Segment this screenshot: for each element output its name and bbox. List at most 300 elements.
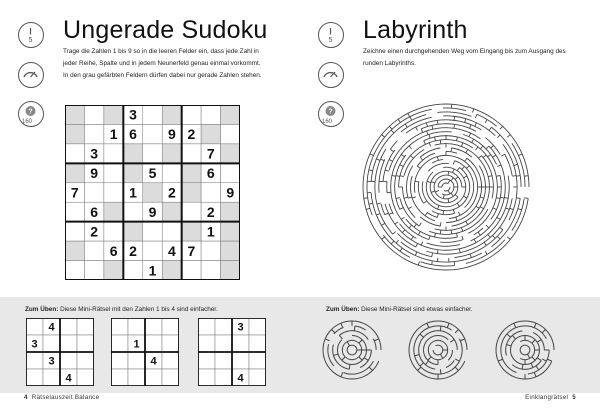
maze-wall xyxy=(443,167,454,169)
sudoku-cell[interactable] xyxy=(65,261,84,280)
sudoku-given-number: 2 xyxy=(187,126,196,143)
maze-wall xyxy=(435,190,439,192)
sudoku-cell[interactable] xyxy=(123,144,142,163)
maze-wall xyxy=(455,195,458,198)
mini-cell[interactable] xyxy=(198,335,215,352)
mini-cell[interactable] xyxy=(26,318,43,335)
maze-wall xyxy=(454,247,465,250)
mini-cell[interactable] xyxy=(215,352,232,369)
maze-wall xyxy=(373,361,379,370)
instruction-line: Trage die Zahlen 1 bis 9 so in die leeren Felder ein, dass jede Zahl in xyxy=(63,48,259,55)
mini-cell[interactable] xyxy=(162,335,179,352)
maze-wall xyxy=(479,156,482,159)
maze-wall xyxy=(460,121,471,124)
maze-wall xyxy=(402,230,405,233)
sudoku-cell[interactable] xyxy=(182,105,201,124)
maze-wall xyxy=(350,354,355,355)
maze-wall xyxy=(419,193,424,204)
sudoku-cell[interactable] xyxy=(143,241,162,260)
sudoku-given-number: 2 xyxy=(129,242,137,259)
maze-wall xyxy=(511,350,515,360)
maze-wall xyxy=(523,345,528,346)
practice-label-left xyxy=(25,306,218,313)
maze-wall xyxy=(433,350,435,354)
maze-wall xyxy=(374,339,378,341)
maze-wall xyxy=(450,187,454,194)
difficulty-number: 160 xyxy=(322,119,333,125)
sudoku-cell[interactable] xyxy=(123,163,142,182)
maze-wall xyxy=(517,220,522,230)
maze-wall xyxy=(454,169,462,176)
maze-wall xyxy=(457,145,467,149)
sudoku-cell[interactable] xyxy=(221,222,240,241)
mini-given-number: 3 xyxy=(48,355,55,368)
sudoku-cell[interactable] xyxy=(182,163,201,182)
sudoku-cell[interactable] xyxy=(201,261,220,280)
instruction-line: Zeichne einen durchgehenden Weg vom Eingang bis zum Ausgang des xyxy=(363,48,566,55)
sudoku-cell[interactable] xyxy=(104,222,123,241)
sudoku-cell[interactable] xyxy=(182,222,201,241)
maze-wall xyxy=(515,336,525,340)
maze-wall xyxy=(333,355,339,364)
sudoku-given-number: 7 xyxy=(70,184,79,201)
sudoku-cell[interactable] xyxy=(84,261,103,280)
maze-wall xyxy=(331,329,334,332)
mini-cell[interactable] xyxy=(162,369,179,386)
maze-wall xyxy=(503,126,511,134)
sudoku-cell[interactable] xyxy=(143,183,162,202)
maze-wall xyxy=(392,164,396,175)
maze-wall xyxy=(460,339,464,341)
maze-wall xyxy=(416,243,418,247)
maze-wall xyxy=(338,340,342,350)
sudoku-cell[interactable] xyxy=(182,144,201,163)
maze-wall xyxy=(469,133,471,137)
maze-wall xyxy=(520,176,521,187)
sudoku-given-number: 1 xyxy=(148,262,157,279)
maze-wall xyxy=(488,154,491,156)
sudoku-cell[interactable] xyxy=(182,183,201,202)
mini-cell[interactable] xyxy=(198,369,215,386)
maze-wall xyxy=(492,187,493,198)
sudoku-cell[interactable] xyxy=(201,183,220,202)
sudoku-cell[interactable] xyxy=(65,163,84,182)
sudoku-given-number: 6 xyxy=(206,165,215,182)
sudoku-given-number: 1 xyxy=(206,223,215,240)
mini-cell[interactable] xyxy=(111,335,128,352)
maze-wall xyxy=(392,199,396,210)
mini-given-number: 4 xyxy=(237,372,244,385)
maze-wall xyxy=(377,203,381,204)
maze-wall xyxy=(457,137,458,141)
sudoku-cell[interactable] xyxy=(221,105,240,124)
maze-wall xyxy=(455,329,458,332)
mini-cell[interactable] xyxy=(198,352,215,369)
maze-wall xyxy=(484,187,486,198)
maze-wall xyxy=(510,135,517,144)
mini-cell[interactable] xyxy=(128,369,145,386)
maze-wall xyxy=(363,187,364,198)
mini-sudoku-3 xyxy=(198,318,266,386)
maze-wall xyxy=(341,323,343,327)
mini-cell[interactable] xyxy=(111,352,128,369)
sudoku-cell[interactable] xyxy=(65,124,84,143)
footer-title: Rätselauszeit Balance xyxy=(31,394,100,401)
mini-cell[interactable] xyxy=(249,335,266,352)
sudoku-cell[interactable] xyxy=(221,163,240,182)
sudoku-cell[interactable] xyxy=(221,124,240,143)
maze-wall xyxy=(409,339,411,350)
mini-cell[interactable] xyxy=(145,335,162,352)
maze-wall xyxy=(389,204,393,214)
maze-wall xyxy=(515,360,525,364)
maze-wall xyxy=(366,208,370,209)
maze-wall xyxy=(484,198,488,208)
mini-given-number: 4 xyxy=(48,321,55,334)
mini-cell[interactable] xyxy=(215,335,232,352)
sudoku-cell[interactable] xyxy=(143,105,162,124)
mini-cell[interactable] xyxy=(128,318,145,335)
maze-wall xyxy=(453,210,454,214)
sudoku-cell[interactable] xyxy=(162,202,181,221)
sudoku-cell[interactable] xyxy=(201,105,220,124)
sudoku-cell[interactable] xyxy=(104,202,123,221)
maze-wall xyxy=(376,215,381,225)
maze-wall xyxy=(512,176,516,177)
maze-wall xyxy=(492,176,493,187)
sudoku-cell[interactable] xyxy=(104,261,123,280)
mini-cell[interactable] xyxy=(77,352,94,369)
maze-wall xyxy=(349,364,350,369)
maze-wall xyxy=(396,198,400,199)
sudoku-cell[interactable] xyxy=(104,163,123,182)
maze-wall xyxy=(369,170,373,171)
maze-wall xyxy=(460,159,469,166)
sudoku-cell[interactable] xyxy=(162,261,181,280)
maze-wall xyxy=(422,181,423,192)
maze-wall xyxy=(389,213,393,215)
maze-wall xyxy=(438,180,442,187)
sudoku-cell[interactable] xyxy=(162,105,181,124)
mini-cell[interactable] xyxy=(111,369,128,386)
maze-wall xyxy=(509,198,512,209)
maze-wall xyxy=(504,187,505,198)
maze-wall xyxy=(421,129,423,133)
maze-wall xyxy=(455,161,465,167)
mini-cell[interactable] xyxy=(60,318,77,335)
maze-wall xyxy=(403,187,404,198)
maze-wall xyxy=(480,146,483,149)
maze-wall xyxy=(371,170,373,181)
maze-wall xyxy=(466,149,468,152)
gauge-icon xyxy=(318,62,344,88)
sudoku-cell[interactable] xyxy=(201,124,220,143)
maze-wall xyxy=(396,198,400,209)
maze-wall xyxy=(368,350,371,360)
maze-wall xyxy=(457,137,468,141)
maze-wall xyxy=(393,232,396,235)
footer-right xyxy=(525,394,576,401)
maze-wall xyxy=(331,371,340,377)
maze-wall xyxy=(455,108,466,110)
maze-wall xyxy=(457,233,458,237)
mini-cell[interactable] xyxy=(145,318,162,335)
mini-given-number: 4 xyxy=(65,372,72,385)
maze-wall xyxy=(381,223,384,225)
footer-left xyxy=(24,394,99,401)
maze-wall xyxy=(510,230,517,239)
difficulty-number: 160 xyxy=(22,119,33,125)
mini-cell[interactable] xyxy=(43,335,60,352)
maze-wall xyxy=(522,199,525,210)
mini-cell[interactable] xyxy=(43,369,60,386)
maze-wall xyxy=(513,210,517,221)
maze-wall xyxy=(475,187,477,198)
maze-wall xyxy=(323,339,325,350)
maze-wall xyxy=(401,217,404,219)
sudoku-cell[interactable] xyxy=(65,202,84,221)
maze-wall xyxy=(427,128,438,131)
maze-wall xyxy=(512,331,522,336)
sudoku-cell[interactable] xyxy=(221,241,240,260)
maze-wall xyxy=(504,176,505,187)
maze-wall xyxy=(373,204,376,215)
maze-wall xyxy=(429,231,440,234)
maze-wall xyxy=(385,160,389,171)
maze-wall xyxy=(354,326,355,331)
sudoku-cell[interactable] xyxy=(123,261,142,280)
maze-wall xyxy=(428,336,438,340)
maze-wall xyxy=(347,342,349,346)
maze-wall xyxy=(471,253,481,258)
page-number: 5 xyxy=(572,394,576,401)
maze-wall xyxy=(501,344,502,356)
maze-wall xyxy=(508,176,509,187)
sudoku-cell[interactable] xyxy=(65,241,84,260)
maze-wall xyxy=(440,326,441,331)
mini-cell[interactable] xyxy=(145,369,162,386)
maze-wall xyxy=(516,326,527,328)
maze-wall xyxy=(448,190,450,193)
maze-wall xyxy=(427,181,431,182)
sudoku-cell[interactable] xyxy=(84,241,103,260)
maze-wall xyxy=(497,217,500,219)
maze-wall xyxy=(466,127,476,131)
maze-wall xyxy=(471,244,481,249)
maze-wall xyxy=(509,210,513,221)
maze-wall xyxy=(424,201,427,203)
mini-cell[interactable] xyxy=(215,318,232,335)
mini-cell[interactable] xyxy=(77,335,94,352)
maze-wall xyxy=(440,222,441,226)
mini-cell[interactable] xyxy=(249,352,266,369)
maze-wall xyxy=(411,236,413,239)
maze-wall xyxy=(438,128,449,129)
maze-wall xyxy=(343,373,354,375)
maze-wall xyxy=(369,367,372,370)
maze-wall xyxy=(437,157,438,161)
maze-wall xyxy=(514,164,518,165)
maze-wall xyxy=(496,339,498,350)
maze-wall xyxy=(502,356,507,366)
sudoku-cell[interactable] xyxy=(84,183,103,202)
mini-cell[interactable] xyxy=(198,318,215,335)
maze-wall xyxy=(450,340,454,343)
mini-cell[interactable] xyxy=(60,352,77,369)
mini-cell[interactable] xyxy=(128,352,145,369)
sudoku-cell[interactable] xyxy=(104,183,123,202)
maze-wall xyxy=(405,124,407,127)
maze-wall xyxy=(528,176,529,187)
maze-wall xyxy=(498,359,502,361)
instructions xyxy=(363,46,566,70)
maze-wall xyxy=(421,117,432,120)
maze-wall xyxy=(427,243,438,246)
maze-wall xyxy=(492,198,496,209)
sudoku-cell[interactable] xyxy=(162,222,181,241)
maze-wall xyxy=(372,148,377,158)
maze-wall xyxy=(446,360,454,367)
mini-maze-3 xyxy=(495,320,555,380)
maze-wall xyxy=(497,165,501,166)
maze-wall xyxy=(451,148,452,152)
sudoku-cell[interactable] xyxy=(221,261,240,280)
mini-cell[interactable] xyxy=(60,335,77,352)
maze-wall xyxy=(537,340,541,343)
mini-cell[interactable] xyxy=(249,369,266,386)
maze-wall xyxy=(347,340,357,341)
maze-wall xyxy=(437,120,438,124)
maze-wall xyxy=(415,256,426,260)
maze-wall xyxy=(525,377,536,379)
maze-wall xyxy=(363,371,372,377)
maze-wall xyxy=(375,193,377,204)
maze-wall xyxy=(501,154,504,156)
mini-cell[interactable] xyxy=(232,335,249,352)
maze-wall xyxy=(451,193,453,196)
sudoku-cell[interactable] xyxy=(65,105,84,124)
mini-cell[interactable] xyxy=(215,369,232,386)
maze-wall xyxy=(484,242,486,245)
sudoku-cell[interactable] xyxy=(65,222,84,241)
maze-wall xyxy=(466,166,469,169)
maze-wall xyxy=(432,265,443,266)
sudoku-cell[interactable] xyxy=(201,241,220,260)
maze-wall xyxy=(514,323,516,327)
sudoku-cell[interactable] xyxy=(143,222,162,241)
maze-wall xyxy=(442,184,444,187)
maze-wall xyxy=(366,209,370,220)
maze-wall xyxy=(424,340,428,350)
maze-wall xyxy=(497,236,500,239)
maze-wall xyxy=(449,371,458,377)
maze-wall xyxy=(369,204,372,215)
maze-wall xyxy=(486,146,489,149)
maze-wall xyxy=(339,335,342,339)
maze-wall xyxy=(455,367,458,370)
maze-wall xyxy=(463,134,474,139)
maze-wall xyxy=(431,173,438,181)
sudoku-cell[interactable] xyxy=(182,202,201,221)
maze-wall xyxy=(328,344,329,356)
maze-wall xyxy=(429,134,430,138)
maze-wall xyxy=(471,235,481,241)
mini-cell[interactable] xyxy=(26,352,43,369)
mini-cell[interactable] xyxy=(77,318,94,335)
maze-wall xyxy=(470,125,471,129)
maze-wall xyxy=(438,163,449,165)
maze-wall xyxy=(391,241,394,244)
page-title: Ungerade Sudoku xyxy=(63,16,268,44)
maze-wall xyxy=(435,233,436,237)
sudoku-cell[interactable] xyxy=(162,163,181,182)
sudoku-cell[interactable] xyxy=(143,144,162,163)
sudoku-cell[interactable] xyxy=(84,105,103,124)
maze-wall xyxy=(438,321,449,323)
maze-wall xyxy=(465,158,467,161)
maze-wall xyxy=(416,127,418,131)
maze-wall xyxy=(500,197,504,198)
maze-wall xyxy=(429,236,430,240)
maze-wall xyxy=(408,156,415,165)
sudoku-cell[interactable] xyxy=(182,261,201,280)
sudoku-cell[interactable] xyxy=(162,144,181,163)
mini-cell[interactable] xyxy=(249,318,266,335)
sudoku-given-number: 1 xyxy=(129,184,137,201)
sudoku-cell[interactable] xyxy=(221,144,240,163)
sudoku-cell[interactable] xyxy=(123,202,142,221)
svg-text:?: ? xyxy=(328,108,333,116)
mini-cell[interactable] xyxy=(26,369,43,386)
practice-label-bold: Zum Üben: xyxy=(326,306,360,313)
maze-wall xyxy=(488,176,492,177)
mini-cell[interactable] xyxy=(77,369,94,386)
practice-label-text: Diese Mini-Rätsel mit den Zahlen 1 bis 4 sind einfacher. xyxy=(58,306,218,313)
maze-wall xyxy=(500,135,507,144)
sudoku-cell[interactable] xyxy=(123,222,142,241)
mini-cell[interactable] xyxy=(111,318,128,335)
sudoku-cell[interactable] xyxy=(65,144,84,163)
maze-wall xyxy=(518,209,522,210)
maze-wall xyxy=(520,358,530,359)
maze-wall xyxy=(429,132,440,134)
mini-cell[interactable] xyxy=(232,352,249,369)
maze-wall xyxy=(466,251,477,255)
maze-wall xyxy=(546,361,552,370)
maze-wall xyxy=(395,187,396,198)
maze-wall xyxy=(479,198,484,208)
maze-wall xyxy=(497,135,500,138)
sudoku-given-number: 9 xyxy=(226,184,235,201)
maze-wall xyxy=(443,250,454,251)
maze-wall xyxy=(520,340,530,341)
mini-maze-1 xyxy=(322,320,382,380)
sudoku-cell[interactable] xyxy=(143,124,162,143)
maze-wall xyxy=(400,198,404,209)
footer-title: Einklangrätsel xyxy=(525,394,569,401)
sudoku-cell[interactable] xyxy=(221,202,240,221)
mini-cell[interactable] xyxy=(162,352,179,369)
maze-wall xyxy=(385,213,389,215)
sudoku-cell[interactable] xyxy=(84,124,103,143)
sudoku-cell[interactable] xyxy=(104,105,123,124)
maze-wall xyxy=(456,217,457,221)
maze-wall xyxy=(488,165,492,176)
mini-cell[interactable] xyxy=(162,318,179,335)
maze-wall xyxy=(479,166,484,176)
maze-wall xyxy=(443,342,448,350)
sudoku-cell[interactable] xyxy=(104,144,123,163)
